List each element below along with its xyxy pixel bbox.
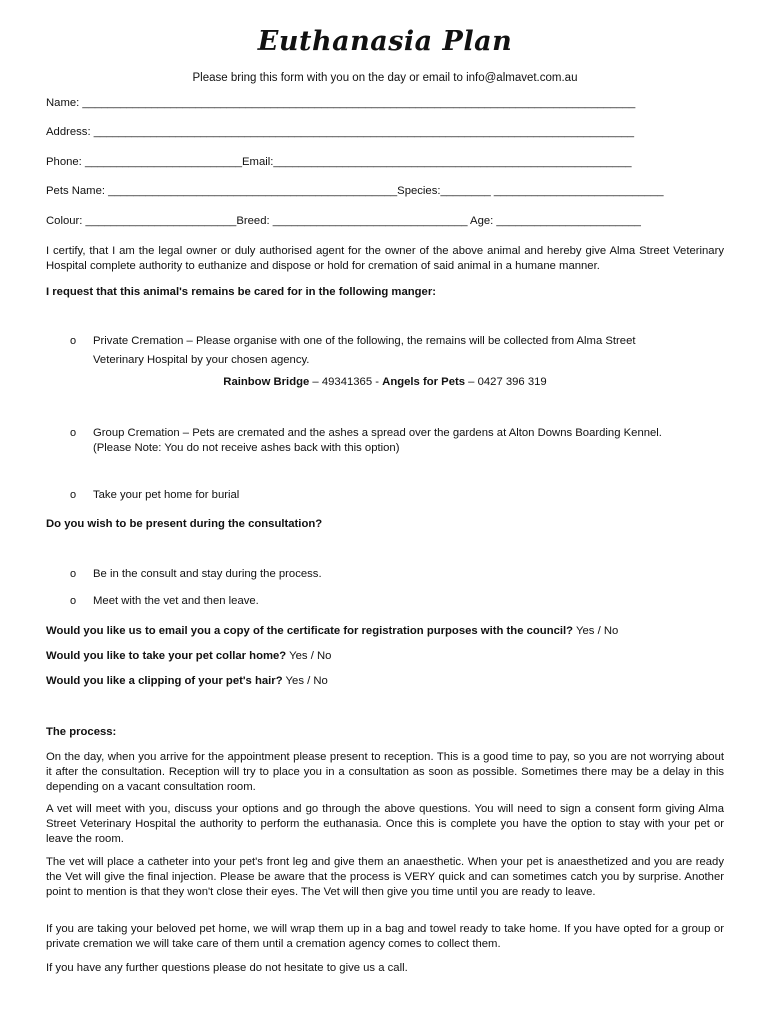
pet-name-species-field[interactable]: Pets Name: ______________________________________________Species:________ ___________________________	[46, 185, 664, 197]
radio-bullet-icon[interactable]: o	[70, 335, 77, 347]
hair-answer[interactable]: Yes / No	[282, 675, 328, 687]
option-group-cremation[interactable]	[70, 426, 724, 456]
colour-breed-age-field[interactable]: Colour: ________________________Breed: _______________________________ Age: _______________________	[46, 215, 641, 227]
rainbow-bridge-name: Rainbow Bridge	[223, 376, 310, 388]
option-private-cremation[interactable]	[70, 334, 724, 366]
instructions-subtitle: Please bring this form with you on the day or email to info@almavet.com.au	[192, 72, 578, 84]
radio-bullet-icon[interactable]: o	[70, 595, 77, 607]
certificate-question-text: Would you like us to email you a copy of the certificate for registration purposes with the council?	[46, 625, 574, 637]
agency-contacts	[0, 376, 770, 388]
process-heading: The process:	[46, 726, 117, 738]
address-field[interactable]: Address: ______________________________________________________________________________________	[46, 126, 635, 138]
page-title: Euthanasia Plan	[257, 26, 513, 57]
phone-email-field[interactable]: Phone: _________________________Email:_________________________________________________________	[46, 156, 632, 168]
collar-question-text: Would you like to take your pet collar home?	[46, 650, 287, 662]
certification-statement: I certify, that I am the legal owner or duly authorised agent for the owner of the above animal and hereby give Alma Street Veterinary Hospital complete authority to euthanize and dispose or hold for cremation of said animal in a humane manner.	[46, 245, 724, 272]
radio-bullet-icon[interactable]: o	[70, 489, 77, 501]
collar-question	[46, 650, 331, 662]
radio-bullet-icon[interactable]: o	[70, 568, 77, 580]
certificate-question	[46, 625, 618, 637]
radio-bullet-icon[interactable]: o	[70, 427, 77, 439]
remains-heading: I request that this animal's remains be cared for in the following manger:	[46, 286, 436, 298]
burial-text: Take your pet home for burial	[93, 489, 240, 501]
name-field[interactable]: Name: ________________________________________________________________________________________	[46, 97, 636, 109]
group-cremation-text: Group Cremation – Pets are cremated and the ashes a spread over the gardens at Alton Downs Boarding Kennel. (Please Note: You do not receive ashes back with this option)	[93, 427, 662, 454]
process-paragraph-5: If you have any further questions please do not hesitate to give us a call.	[46, 962, 408, 974]
collar-answer[interactable]: Yes / No	[286, 650, 332, 662]
stay-text: Be in the consult and stay during the process.	[93, 568, 322, 580]
angels-for-pets-phone: – 0427 396 319	[465, 376, 547, 388]
private-cremation-line2: Veterinary Hospital by your chosen agency.	[93, 354, 310, 366]
option-burial[interactable]	[70, 488, 724, 504]
option-stay-in-consult[interactable]	[70, 567, 724, 583]
present-heading: Do you wish to be present during the consultation?	[46, 518, 323, 530]
angels-for-pets-name: Angels for Pets	[382, 376, 466, 388]
meet-text: Meet with the vet and then leave.	[93, 595, 259, 607]
process-paragraph-2: A vet will meet with you, discuss your options and go through the above questions. You will need to sign a consent form giving Alma Street Veterinary Hospital the authority to perform the euthanasia. Once this is complete you have the option to stay with your pet or leave the room.	[46, 803, 724, 845]
rainbow-bridge-phone: – 49341365 -	[309, 376, 383, 388]
private-cremation-line1: Private Cremation – Please organise with one of the following, the remains will be collected from Alma Street	[93, 335, 636, 347]
process-paragraph-4: If you are taking your beloved pet home, we will wrap them up in a bag and towel ready to take home. If you have opted for a group or private cremation we will take care of them until a cremation agency comes to collect them.	[46, 923, 724, 950]
certificate-answer[interactable]: Yes / No	[573, 625, 619, 637]
option-meet-vet[interactable]	[70, 594, 724, 610]
process-paragraph-1: On the day, when you arrive for the appointment please present to reception. This is a good time to pay, so you are not worrying about it after the consultation. Reception will try to place you in a consultation as soon as possible. Sometimes there may be a delay in this depending on a vacant consultation room.	[46, 751, 724, 793]
hair-question	[46, 675, 328, 687]
hair-question-text: Would you like a clipping of your pet's hair?	[46, 675, 283, 687]
process-paragraph-3: The vet will place a catheter into your pet's front leg and give them an anaesthetic. When your pet is anaesthetized and you are ready the Vet will give the final injection. Please be aware that the process is VERY quick and can sometimes catch you by surprise. Another point to mention is that they won't close their eyes. The Vet will then give you time until you are ready to leave.	[46, 856, 724, 898]
